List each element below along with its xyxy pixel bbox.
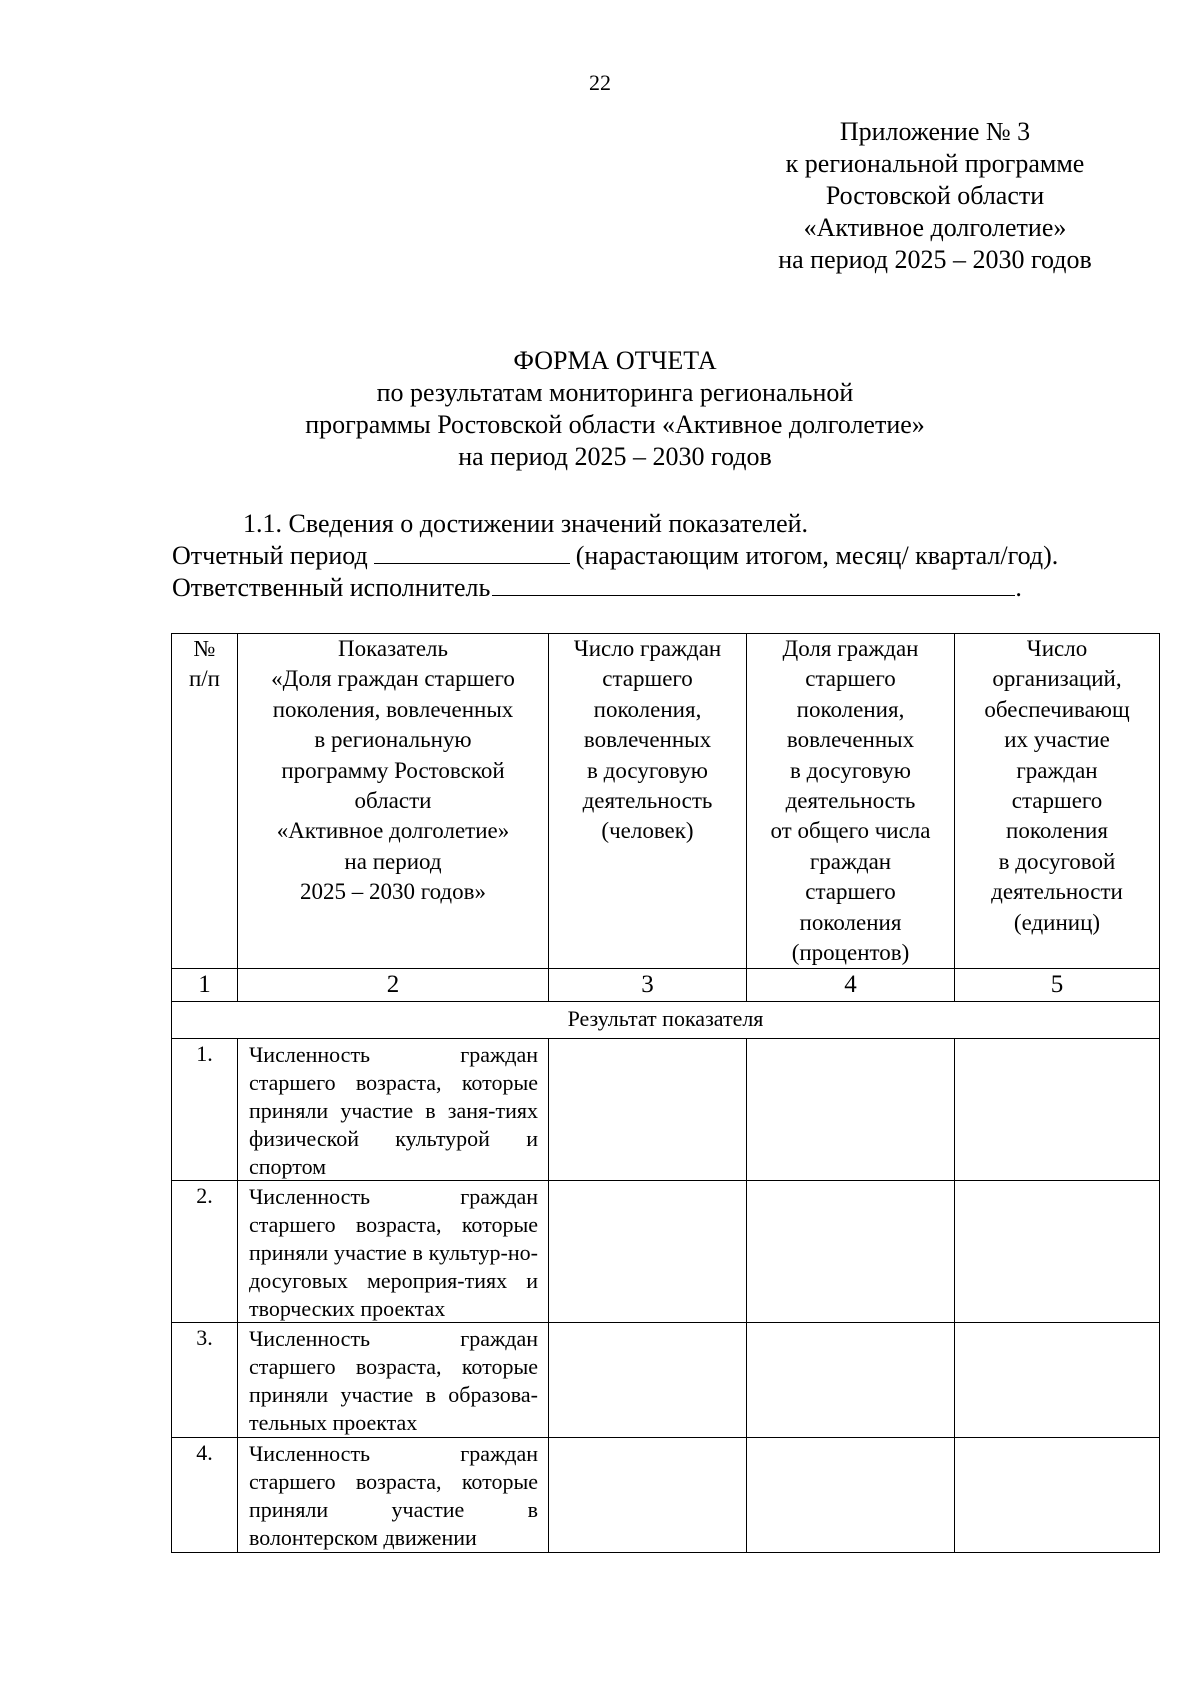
value-cell[interactable] <box>955 1323 1160 1438</box>
header-text: Число организаций, обеспечивающ их участие граждан старшего поколения в досуговой деятельности (единиц) <box>984 636 1130 935</box>
row-index: 4. <box>172 1438 238 1553</box>
report-table <box>171 633 1160 1553</box>
indicator-cell: Численность граждан старшего возраста, которые приняли участие в образова-тельных проектах <box>238 1323 549 1438</box>
executor-blank-field[interactable] <box>492 573 1015 596</box>
row-index: 3. <box>172 1323 238 1438</box>
table-row <box>172 1323 1160 1438</box>
header-cell <box>955 634 1160 969</box>
header-text: Доля граждан старшего поколения, вовлеченных в досуговую деятельность от общего числа граждан старшего поколения (процентов) <box>770 636 931 966</box>
executor-line <box>172 572 1022 604</box>
value-cell[interactable] <box>747 1323 955 1438</box>
indicator-cell: Численность граждан старшего возраста, которые приняли участие в заня-тиях физической культурой и спортом <box>238 1039 549 1181</box>
form-title-line: на период 2025 – 2030 годов <box>458 442 772 471</box>
indicator-cell: Численность граждан старшего возраста, которые приняли участие в культур-но-досуговых мероприя-тиях и творческих проектах <box>238 1181 549 1323</box>
table-row <box>172 1039 1160 1181</box>
value-cell[interactable] <box>955 1181 1160 1323</box>
form-title <box>200 345 1030 473</box>
page-number: 22 <box>589 70 611 95</box>
result-label-row <box>172 1002 1160 1039</box>
header-cell <box>172 634 238 969</box>
value-cell[interactable] <box>747 1438 955 1553</box>
value-cell[interactable] <box>747 1181 955 1323</box>
row-index: 1. <box>172 1039 238 1181</box>
table-header-row <box>172 634 1160 969</box>
column-number-row <box>172 969 1160 1002</box>
table-row <box>172 1438 1160 1553</box>
appendix-line: Приложение № 3 <box>839 117 1031 146</box>
header-text: Число граждан старшего поколения, вовлеченных в досуговую деятельность (человек) <box>573 636 722 844</box>
appendix-line: на период 2025 – 2030 годов <box>778 245 1092 274</box>
header-cell <box>747 634 955 969</box>
column-number: 5 <box>955 969 1160 1002</box>
period-label: Отчетный период <box>172 541 368 570</box>
reporting-period-line <box>172 540 1058 572</box>
row-index: 2. <box>172 1181 238 1323</box>
result-label: Результат показателя <box>172 1002 1160 1039</box>
form-title-line: по результатам мониторинга региональной <box>376 378 854 407</box>
table-row <box>172 1181 1160 1323</box>
value-cell[interactable] <box>549 1039 747 1181</box>
section-heading: 1.1. Сведения о достижении значений показателей. <box>243 509 809 538</box>
column-number: 2 <box>238 969 549 1002</box>
value-cell[interactable] <box>549 1181 747 1323</box>
column-number: 1 <box>172 969 238 1002</box>
value-cell[interactable] <box>747 1039 955 1181</box>
executor-end: . <box>1015 573 1022 602</box>
header-cell <box>238 634 549 969</box>
form-title-heading: ФОРМА ОТЧЕТА <box>513 346 717 375</box>
value-cell[interactable] <box>955 1438 1160 1553</box>
value-cell[interactable] <box>955 1039 1160 1181</box>
period-blank-field[interactable] <box>374 541 570 564</box>
value-cell[interactable] <box>549 1438 747 1553</box>
appendix-block <box>700 116 1170 276</box>
appendix-line: Ростовской области <box>825 181 1045 210</box>
appendix-line: к региональной программе <box>785 149 1085 178</box>
executor-label: Ответственный исполнитель <box>172 573 491 602</box>
header-cell <box>549 634 747 969</box>
indicator-cell: Численность граждан старшего возраста, которые приняли участие в волонтерском движении <box>238 1438 549 1553</box>
appendix-line: «Активное долголетие» <box>803 213 1067 242</box>
column-number: 4 <box>747 969 955 1002</box>
form-title-line: программы Ростовской области «Активное долголетие» <box>305 410 925 439</box>
period-note: (нарастающим итогом, месяц/ квартал/год). <box>575 541 1059 570</box>
value-cell[interactable] <box>549 1323 747 1438</box>
header-text: № п/п <box>188 636 220 692</box>
header-text: Показатель «Доля граждан старшего поколения, вовлеченных в региональную программу Ростовской области «Активное долголетие» на период 2025 – 2030 годов» <box>271 636 515 905</box>
column-number: 3 <box>549 969 747 1002</box>
